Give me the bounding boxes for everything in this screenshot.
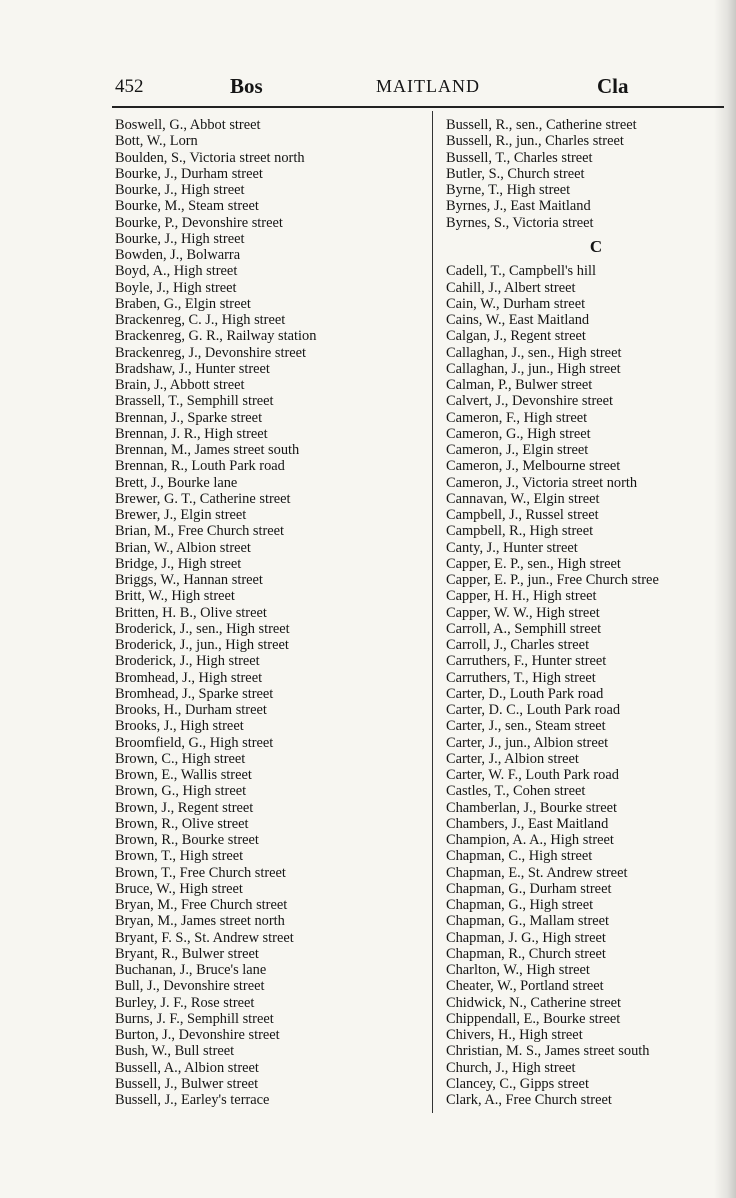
directory-entry: Carruthers, T., High street <box>446 669 596 686</box>
directory-entry: Carter, J., Albion street <box>446 750 579 767</box>
directory-entry: Brown, E., Wallis street <box>115 767 252 783</box>
directory-entry: Brennan, J., Sparke street <box>115 409 263 426</box>
directory-entry: Capper, E. P., jun., Free Church stree <box>446 572 659 588</box>
directory-entry: Bussell, J., Bulwer street <box>115 1075 259 1092</box>
directory-entry: Broderick, J., sen., High street <box>115 620 290 637</box>
directory-entry: Bussell, R., sen., Catherine street <box>446 117 637 133</box>
directory-entry: Calman, P., Bulwer street <box>446 377 593 393</box>
directory-entry: Calgan, J., Regent street <box>446 328 586 345</box>
directory-entry: Clark, A., Free Church street <box>446 1092 612 1108</box>
directory-entry: Chivers, H., High street <box>446 1027 583 1043</box>
directory-entry: Canty, J., Hunter street <box>446 539 578 556</box>
directory-entry: Carter, J., sen., Steam street <box>446 718 606 735</box>
directory-entry: Bourke, J., High street <box>115 182 245 198</box>
directory-entry: Bourke, J., Durham street <box>115 165 263 182</box>
directory-entry: Boyd, A., High street <box>115 263 238 280</box>
directory-entry: Bourke, P., Devonshire street <box>115 214 283 231</box>
directory-entry: Brown, T., High street <box>115 848 244 865</box>
header-right-keyword: Cla <box>597 74 629 98</box>
directory-entry: Bull, J., Devonshire street <box>115 978 265 995</box>
directory-entry: Bradshaw, J., Hunter street <box>115 360 270 377</box>
directory-entry: Bussell, J., Earley's terrace <box>115 1092 270 1108</box>
left-column <box>115 117 427 1108</box>
directory-entry: Carter, J., jun., Albion street <box>446 734 609 751</box>
directory-entry: Brennan, M., James street south <box>115 442 300 458</box>
directory-entry: Bott, W., Lorn <box>115 133 198 150</box>
directory-entry: Bryan, M., James street north <box>115 913 285 930</box>
directory-entry: Braben, G., Elgin street <box>115 295 251 312</box>
directory-entry: Buchanan, J., Bruce's lane <box>115 962 267 978</box>
directory-entry: Chapman, G., Mallam street <box>446 913 610 930</box>
directory-entry: Brassell, T., Semphill street <box>115 393 274 410</box>
directory-entry: Boyle, J., High street <box>115 279 237 296</box>
directory-entry: Boulden, S., Victoria street north <box>115 149 305 166</box>
directory-entry: Chapman, J. G., High street <box>446 929 606 946</box>
directory-entry: Carroll, A., Semphill street <box>446 620 602 637</box>
directory-entry: Byrnes, J., East Maitland <box>446 198 591 215</box>
directory-entry: Chapman, E., St. Andrew street <box>446 864 628 881</box>
directory-entry: Brown, G., High street <box>115 783 247 800</box>
header-rule <box>112 106 724 108</box>
directory-entry: Burton, J., Devonshire street <box>115 1027 280 1043</box>
directory-entry: Callaghan, J., sen., High street <box>446 344 622 361</box>
directory-entry: Chambers, J., East Maitland <box>446 815 609 832</box>
directory-entry: Broomfield, G., High street <box>115 734 274 751</box>
directory-entry: Bryan, M., Free Church street <box>115 897 288 913</box>
directory-entry: Brooks, J., High street <box>115 718 244 735</box>
directory-entry: Briggs, W., Hannan street <box>115 572 263 588</box>
directory-entry: Chippendall, E., Bourke street <box>446 1010 621 1027</box>
directory-entry: Charlton, W., High street <box>446 962 590 978</box>
directory-entry: Brian, W., Albion street <box>115 539 251 556</box>
directory-entry: Brewer, J., Elgin street <box>115 507 247 523</box>
directory-entry: Byrne, T., High street <box>446 182 571 198</box>
directory-entry: Broderick, J., jun., High street <box>115 637 289 653</box>
directory-entry: Capper, W. W., High street <box>446 604 600 621</box>
directory-entry: Bromhead, J., High street <box>115 669 263 686</box>
directory-entry: Bussell, A., Albion street <box>115 1059 259 1076</box>
directory-entry: Church, J., High street <box>446 1059 576 1076</box>
directory-entry: Brown, R., Bourke street <box>115 832 259 848</box>
page-edge-shadow <box>714 0 736 1198</box>
directory-entry: Cameron, G., High street <box>446 425 591 442</box>
directory-entry: Burns, J. F., Semphill street <box>115 1010 274 1027</box>
directory-entry: Brennan, J. R., High street <box>115 425 268 442</box>
directory-entry: Butler, S., Church street <box>446 165 585 182</box>
directory-entry: Bridge, J., High street <box>115 555 242 572</box>
directory-entry: Cameron, F., High street <box>446 409 588 426</box>
directory-entry: Brain, J., Abbott street <box>115 377 245 393</box>
directory-entry: Carter, D., Louth Park road <box>446 685 604 702</box>
directory-entry: Campbell, J., Russel street <box>446 507 599 523</box>
directory-entry: Chapman, G., High street <box>446 897 594 913</box>
directory-entry: Cains, W., East Maitland <box>446 312 590 328</box>
directory-entry: Capper, E. P., sen., High street <box>446 555 621 572</box>
directory-entry: Boswell, G., Abbot street <box>115 117 261 133</box>
directory-entry: Campbell, R., High street <box>446 523 594 540</box>
directory-entry: Carruthers, F., Hunter street <box>446 653 607 670</box>
directory-entry: Bussell, T., Charles street <box>446 149 593 166</box>
header-title: MAITLAND <box>376 76 480 96</box>
directory-entry: Brown, R., Olive street <box>115 815 249 832</box>
directory-entry: Champion, A. A., High street <box>446 832 614 848</box>
directory-entry: Carter, D. C., Louth Park road <box>446 702 621 718</box>
directory-entry: Chidwick, N., Catherine street <box>446 994 622 1011</box>
directory-entry: Cameron, J., Victoria street north <box>446 474 638 491</box>
directory-entry: Burley, J. F., Rose street <box>115 994 255 1011</box>
directory-entry: Cain, W., Durham street <box>446 295 586 312</box>
page-number: 452 <box>115 76 144 97</box>
directory-entry: Clancey, C., Gipps street <box>446 1075 589 1092</box>
page-header <box>0 72 736 102</box>
directory-entry: Brown, T., Free Church street <box>115 864 286 881</box>
directory-entry: Chapman, G., Durham street <box>446 880 612 897</box>
directory-entry: Bromhead, J., Sparke street <box>115 685 274 702</box>
section-letter: C <box>589 236 603 256</box>
directory-entry: Bryant, R., Bulwer street <box>115 945 259 962</box>
directory-entry: Brown, J., Regent street <box>115 799 254 816</box>
directory-entry: Bruce, W., High street <box>115 880 243 897</box>
directory-entry: Carroll, J., Charles street <box>446 637 590 653</box>
directory-entry: Brewer, G. T., Catherine street <box>115 490 291 507</box>
directory-entry: Bryant, F. S., St. Andrew street <box>115 929 294 946</box>
directory-entry: Christian, M. S., James street south <box>446 1043 650 1060</box>
column-divider <box>432 111 433 1113</box>
directory-entry: Chapman, C., High street <box>446 848 593 865</box>
directory-entry: Britten, H. B., Olive street <box>115 604 267 621</box>
directory-entry: Brett, J., Bourke lane <box>115 474 238 491</box>
directory-entry: Chapman, R., Church street <box>446 945 606 962</box>
directory-entry: Bowden, J., Bolwarra <box>115 247 241 263</box>
directory-entry: Calvert, J., Devonshire street <box>446 393 614 410</box>
directory-entry: Brackenreg, C. J., High street <box>115 312 286 328</box>
directory-entry: Capper, H. H., High street <box>446 588 597 605</box>
directory-entry: Brown, C., High street <box>115 750 246 767</box>
directory-entry: Brian, M., Free Church street <box>115 523 285 540</box>
directory-entry: Cahill, J., Albert street <box>446 279 576 296</box>
directory-entry: Britt, W., High street <box>115 588 235 605</box>
directory-entry: Cheater, W., Portland street <box>446 978 604 995</box>
directory-entry: Brooks, H., Durham street <box>115 702 267 718</box>
directory-entry: Broderick, J., High street <box>115 653 260 670</box>
header-left-keyword: Bos <box>230 74 263 98</box>
directory-entry: Bush, W., Bull street <box>115 1043 235 1060</box>
right-column <box>446 117 736 1108</box>
directory-entry: Cadell, T., Campbell's hill <box>446 263 596 280</box>
directory-entry: Cannavan, W., Elgin street <box>446 490 600 507</box>
directory-entry: Castles, T., Cohen street <box>446 783 586 800</box>
directory-entry: Chamberlan, J., Bourke street <box>446 799 618 816</box>
directory-entry: Byrnes, S., Victoria street <box>446 214 594 231</box>
directory-entry: Cameron, J., Melbourne street <box>446 458 621 475</box>
directory-entry: Brackenreg, J., Devonshire street <box>115 344 307 361</box>
directory-entry: Brackenreg, G. R., Railway station <box>115 328 317 345</box>
directory-entry: Carter, W. F., Louth Park road <box>446 767 619 783</box>
directory-entry: Brennan, R., Louth Park road <box>115 458 285 475</box>
directory-entry: Cameron, J., Elgin street <box>446 442 589 458</box>
directory-entry: Bourke, J., High street <box>115 230 245 247</box>
directory-entry: Bussell, R., jun., Charles street <box>446 133 624 150</box>
directory-entry: Bourke, M., Steam street <box>115 198 259 215</box>
directory-entry: Callaghan, J., jun., High street <box>446 360 621 377</box>
